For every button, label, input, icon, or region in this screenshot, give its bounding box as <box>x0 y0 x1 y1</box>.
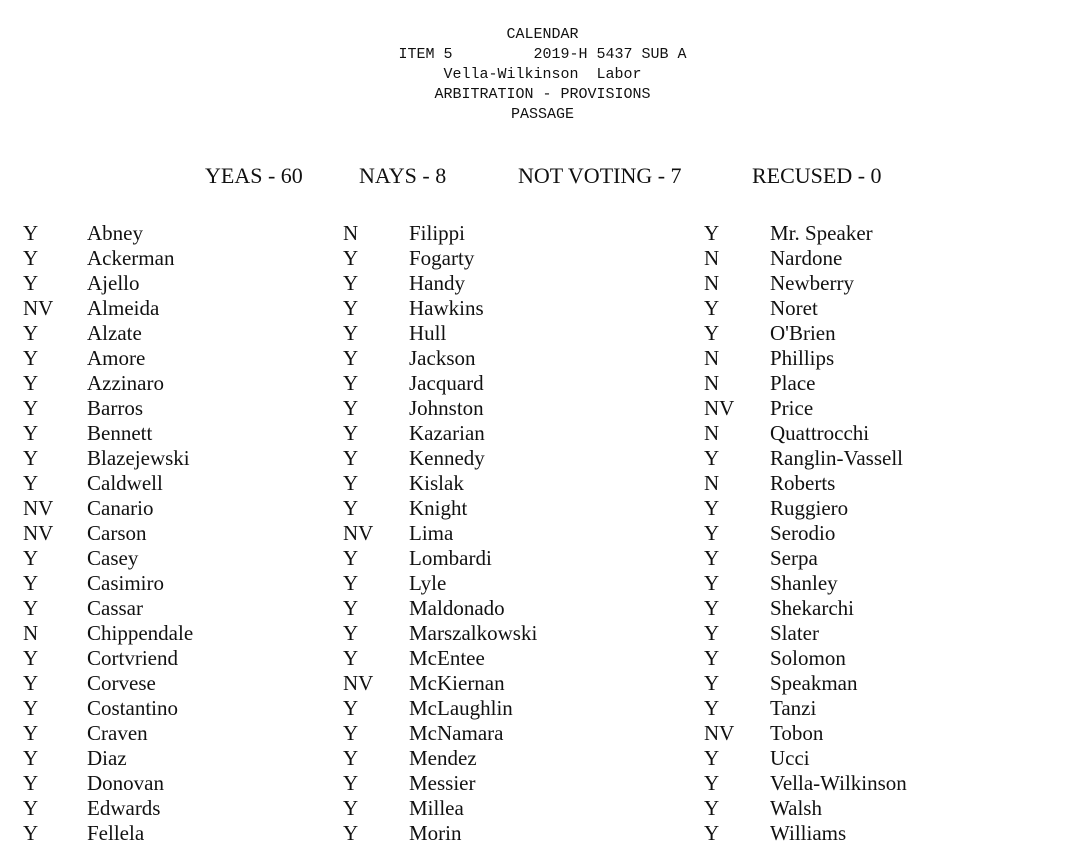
vote-value: Y <box>23 396 39 420</box>
vote-value: Y <box>23 721 39 745</box>
roll-call-row <box>23 596 323 621</box>
representative-name: Craven <box>87 721 148 745</box>
vote-value: NV <box>343 521 374 545</box>
roll-call-row <box>23 771 323 796</box>
representative-name: Costantino <box>87 696 179 720</box>
roll-call-row <box>704 496 1074 521</box>
roll-call-row <box>343 546 683 571</box>
representative-name: Slater <box>770 621 819 645</box>
vote-value: Y <box>343 296 359 320</box>
roll-call-row <box>23 421 323 446</box>
representative-name: Tanzi <box>770 696 817 720</box>
vote-value: N <box>704 246 720 270</box>
representative-name: Amore <box>87 346 146 370</box>
roll-call-row <box>704 721 1074 746</box>
representative-name: Serpa <box>770 546 818 570</box>
vote-value: Y <box>23 446 39 470</box>
representative-name: Blazejewski <box>87 446 190 470</box>
vote-value: Y <box>343 246 359 270</box>
vote-totals <box>0 163 1085 193</box>
representative-name: Speakman <box>770 671 858 695</box>
representative-name: Maldonado <box>409 596 505 620</box>
vote-value: Y <box>23 571 39 595</box>
vote-value: Y <box>704 596 720 620</box>
roll-call-row <box>704 596 1074 621</box>
vote-value: Y <box>704 696 720 720</box>
vote-value: Y <box>704 621 720 645</box>
roll-call-row <box>23 571 323 596</box>
vote-value: NV <box>343 671 374 695</box>
vote-value: Y <box>704 446 720 470</box>
representative-name: Carson <box>87 521 147 545</box>
roll-call-row <box>23 296 323 321</box>
vote-value: Y <box>23 746 39 770</box>
representative-name: Jackson <box>409 346 476 370</box>
roll-call-row <box>343 496 683 521</box>
roll-call-row <box>343 746 683 771</box>
representative-name: Williams <box>770 821 847 845</box>
representative-name: Mendez <box>409 746 477 770</box>
vote-value: N <box>704 471 720 495</box>
representative-name: Donovan <box>87 771 164 795</box>
representative-name: McLaughlin <box>409 696 513 720</box>
representative-name: Alzate <box>87 321 142 345</box>
representative-name: McNamara <box>409 721 504 745</box>
vote-value: NV <box>23 496 54 520</box>
vote-value: Y <box>343 546 359 570</box>
vote-value: Y <box>23 646 39 670</box>
representative-name: Mr. Speaker <box>770 221 873 245</box>
representative-name: Ranglin-Vassell <box>770 446 903 470</box>
vote-value: Y <box>343 771 359 795</box>
roll-call-row <box>704 446 1074 471</box>
representative-name: Azzinaro <box>87 371 164 395</box>
vote-value: Y <box>23 671 39 695</box>
roll-call-row <box>343 796 683 821</box>
vote-value: Y <box>23 346 39 370</box>
representative-name: Walsh <box>770 796 822 820</box>
roll-call-row <box>704 821 1074 846</box>
representative-name: Marszalkowski <box>409 621 538 645</box>
roll-call-row <box>23 396 323 421</box>
vote-value: Y <box>23 271 39 295</box>
roll-call-row <box>23 796 323 821</box>
roll-call-row <box>23 746 323 771</box>
roll-call-row <box>23 646 323 671</box>
roll-call-row <box>23 546 323 571</box>
roll-call-row <box>343 296 683 321</box>
roll-call-row <box>704 546 1074 571</box>
vote-value: Y <box>343 821 359 845</box>
vote-value: NV <box>23 296 54 320</box>
representative-name: Ucci <box>770 746 810 770</box>
representative-name: Morin <box>409 821 462 845</box>
roll-call-row <box>23 821 323 846</box>
roll-call-row <box>704 396 1074 421</box>
vote-value: Y <box>23 596 39 620</box>
roll-call-row <box>704 696 1074 721</box>
roll-call-row <box>704 796 1074 821</box>
calendar-header <box>0 25 1085 125</box>
vote-value: Y <box>343 596 359 620</box>
vote-value: NV <box>704 721 735 745</box>
roll-call-row <box>704 471 1074 496</box>
roll-call-row <box>343 371 683 396</box>
vote-value: Y <box>23 796 39 820</box>
vote-value: Y <box>23 421 39 445</box>
vote-value: Y <box>343 721 359 745</box>
vote-value: Y <box>23 771 39 795</box>
roll-call-row <box>704 346 1074 371</box>
roll-call-row <box>343 771 683 796</box>
representative-name: Vella-Wilkinson <box>770 771 907 795</box>
representative-name: Diaz <box>87 746 127 770</box>
vote-value: Y <box>343 571 359 595</box>
representative-name: McKiernan <box>409 671 505 695</box>
representative-name: Millea <box>409 796 464 820</box>
vote-value: Y <box>343 321 359 345</box>
vote-value: Y <box>343 746 359 770</box>
representative-name: Lyle <box>409 571 447 595</box>
roll-call-row <box>704 771 1074 796</box>
representative-name: Price <box>770 396 814 420</box>
roll-call-row <box>23 721 323 746</box>
vote-value: N <box>704 371 720 395</box>
representative-name: Casey <box>87 546 139 570</box>
vote-column-2 <box>343 221 683 846</box>
representative-name: Shekarchi <box>770 596 854 620</box>
vote-value: N <box>704 421 720 445</box>
roll-call-row <box>343 321 683 346</box>
vote-value: Y <box>343 646 359 670</box>
vote-value: Y <box>23 821 39 845</box>
roll-call-row <box>23 696 323 721</box>
roll-call-row <box>704 521 1074 546</box>
representative-name: Serodio <box>770 521 836 545</box>
vote-value: Y <box>704 221 720 245</box>
representative-name: Knight <box>409 496 468 520</box>
vote-value: Y <box>704 296 720 320</box>
representative-name: Handy <box>409 271 465 295</box>
vote-value: Y <box>23 696 39 720</box>
representative-name: Kislak <box>409 471 464 495</box>
roll-call-row <box>343 446 683 471</box>
representative-name: Abney <box>87 221 143 245</box>
representative-name: Place <box>770 371 816 395</box>
roll-call-row <box>343 221 683 246</box>
representative-name: Cassar <box>87 596 143 620</box>
vote-value: Y <box>704 746 720 770</box>
representative-name: Edwards <box>87 796 161 820</box>
roll-call-row <box>704 571 1074 596</box>
representative-name: Hull <box>409 321 447 345</box>
roll-call-row <box>343 596 683 621</box>
representative-name: Ackerman <box>87 246 175 270</box>
vote-value: Y <box>343 271 359 295</box>
representative-name: Johnston <box>409 396 484 420</box>
vote-value: Y <box>343 696 359 720</box>
representative-name: Newberry <box>770 271 854 295</box>
roll-call-row <box>23 621 323 646</box>
vote-value: Y <box>704 821 720 845</box>
representative-name: Hawkins <box>409 296 484 320</box>
roll-call-row <box>704 246 1074 271</box>
vote-value: NV <box>23 521 54 545</box>
roll-call-row <box>343 396 683 421</box>
nays-total: NAYS - 8 <box>359 163 447 188</box>
roll-call-row <box>343 271 683 296</box>
action-line: PASSAGE <box>510 106 574 123</box>
roll-call-row <box>704 421 1074 446</box>
representative-name: O'Brien <box>770 321 836 345</box>
roll-call-row <box>704 271 1074 296</box>
roll-call-row <box>343 346 683 371</box>
vote-value: Y <box>23 321 39 345</box>
vote-value: N <box>23 621 39 645</box>
representative-name: Roberts <box>770 471 836 495</box>
representative-name: Noret <box>770 296 818 320</box>
vote-value: Y <box>704 546 720 570</box>
representative-name: Quattrocchi <box>770 421 870 445</box>
roll-call-row <box>343 621 683 646</box>
representative-name: Nardone <box>770 246 843 270</box>
representative-name: Chippendale <box>87 621 194 645</box>
roll-call-row <box>343 521 683 546</box>
representative-name: Kazarian <box>409 421 485 445</box>
vote-value: Y <box>704 496 720 520</box>
vote-value: Y <box>23 221 39 245</box>
representative-name: Casimiro <box>87 571 164 595</box>
roll-call-row <box>343 471 683 496</box>
vote-value: NV <box>704 396 735 420</box>
roll-call-row <box>23 671 323 696</box>
roll-call-row <box>343 821 683 846</box>
roll-call-row <box>343 646 683 671</box>
vote-value: Y <box>343 446 359 470</box>
representative-name: Corvese <box>87 671 156 695</box>
item-bill-line: ITEM 5 2019-H 5437 SUB A <box>398 46 687 63</box>
representative-name: Bennett <box>87 421 153 445</box>
representative-name: Fellela <box>87 821 145 845</box>
roll-call-row <box>343 671 683 696</box>
vote-value: Y <box>704 646 720 670</box>
roll-call-row <box>23 246 323 271</box>
roll-call-row <box>704 646 1074 671</box>
representative-name: Tobon <box>770 721 824 745</box>
roll-call-row <box>704 221 1074 246</box>
representative-name: Lombardi <box>409 546 492 570</box>
vote-value: Y <box>343 371 359 395</box>
roll-call-row <box>23 371 323 396</box>
roll-call-row <box>23 471 323 496</box>
roll-call-row <box>704 371 1074 396</box>
roll-call-row <box>704 621 1074 646</box>
roll-call-row <box>23 346 323 371</box>
vote-value: Y <box>343 396 359 420</box>
representative-name: Lima <box>409 521 454 545</box>
roll-call-row <box>23 221 323 246</box>
roll-call-row <box>23 321 323 346</box>
vote-column-3 <box>704 221 1074 846</box>
representative-name: Caldwell <box>87 471 163 495</box>
vote-value: N <box>704 346 720 370</box>
roll-call-row <box>704 321 1074 346</box>
representative-name: Messier <box>409 771 476 795</box>
vote-value: Y <box>343 496 359 520</box>
roll-call-row <box>343 421 683 446</box>
roll-call-row <box>23 271 323 296</box>
roll-call-row <box>704 671 1074 696</box>
roll-call-row <box>343 246 683 271</box>
roll-call-row <box>23 496 323 521</box>
calendar-title: CALENDAR <box>506 26 579 43</box>
vote-value: Y <box>23 246 39 270</box>
vote-value: Y <box>23 471 39 495</box>
vote-value: Y <box>343 796 359 820</box>
representative-name: Cortvriend <box>87 646 178 670</box>
representative-name: McEntee <box>409 646 485 670</box>
roll-call-row <box>343 721 683 746</box>
roll-call-row <box>343 696 683 721</box>
roll-call-row <box>23 521 323 546</box>
representative-name: Canario <box>87 496 154 520</box>
vote-value: Y <box>704 521 720 545</box>
representative-name: Almeida <box>87 296 160 320</box>
representative-name: Jacquard <box>409 371 484 395</box>
representative-name: Filippi <box>409 221 466 245</box>
vote-value: Y <box>704 671 720 695</box>
vote-value: Y <box>704 796 720 820</box>
vote-value: Y <box>704 571 720 595</box>
roll-call-row <box>704 746 1074 771</box>
vote-value: N <box>704 271 720 295</box>
recused-total: RECUSED - 0 <box>752 163 882 188</box>
vote-column-1 <box>23 221 323 846</box>
vote-value: N <box>343 221 359 245</box>
vote-value: Y <box>343 621 359 645</box>
roll-call-row <box>343 571 683 596</box>
representative-name: Fogarty <box>409 246 475 270</box>
representative-name: Ajello <box>87 271 140 295</box>
representative-name: Kennedy <box>409 446 485 470</box>
representative-name: Barros <box>87 396 143 420</box>
vote-value: Y <box>343 421 359 445</box>
not-voting-total: NOT VOTING - 7 <box>518 163 682 188</box>
subject-line: ARBITRATION - PROVISIONS <box>434 86 651 103</box>
vote-value: Y <box>23 546 39 570</box>
representative-name: Phillips <box>770 346 835 370</box>
vote-value: Y <box>704 321 720 345</box>
sponsor-line: Vella-Wilkinson Labor <box>443 66 642 83</box>
representative-name: Shanley <box>770 571 838 595</box>
roll-call-row <box>704 296 1074 321</box>
vote-value: Y <box>23 371 39 395</box>
roll-call-row <box>23 446 323 471</box>
representative-name: Solomon <box>770 646 846 670</box>
vote-value: Y <box>343 471 359 495</box>
vote-value: Y <box>704 771 720 795</box>
yeas-total: YEAS - 60 <box>205 163 303 188</box>
vote-value: Y <box>343 346 359 370</box>
representative-name: Ruggiero <box>770 496 849 520</box>
